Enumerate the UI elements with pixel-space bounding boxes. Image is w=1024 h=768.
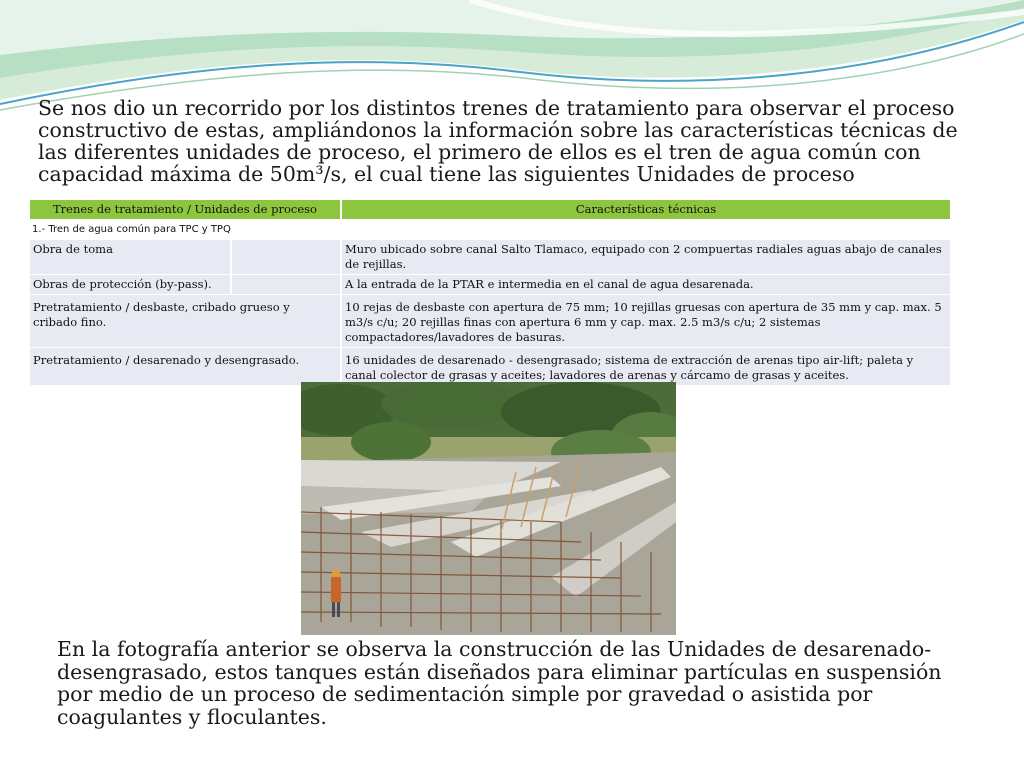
header-units: Trenes de tratamiento / Unidades de proceso [30,200,342,219]
table-header-row [30,200,952,219]
empty-cell [232,239,342,274]
table-row [30,274,952,294]
spec-cell: 10 rejas de desbaste con apertura de 75 mm; 10 rejillas gruesas con apertura de 35 mm y cap. max. 5 m3/s c/u; 20 rejillas finas con apertura 6 mm y cap. max. 2.5 m3/s c/u; 2 sistemas compactadores/lavadores de basuras. [342,294,952,347]
intro-paragraph: Se nos dio un recorrido por los distintos trenes de tratamiento para observar el proceso constructivo de estas, ampliándonos la información sobre las características técnicas de las diferentes unidades de proceso, el primero de ellos es el tren de agua común con capacidad máxima de 50m³/s, el cual tiene las siguientes Unidades de proceso [38,96,958,186]
section-title: 1.- Tren de agua común para TPC y TPQ [30,219,952,239]
empty-cell [232,274,342,294]
unit-cell: Obras de protección (by-pass). [30,274,232,294]
construction-photo [301,382,676,635]
spec-cell: 16 unidades de desarenado - desengrasado; sistema de extracción de arenas tipo air-lift; paleta y canal colector de grasas y aceites; lavadores de arenas y cárcamo de grasas y aceites. [342,347,952,385]
section-row [30,219,952,239]
unit-cell: Pretratamiento / desarenado y desengrasado. [30,347,342,385]
unit-cell: Obra de toma [30,239,232,274]
table-row [30,239,952,274]
table-row [30,294,952,347]
spec-cell: A la entrada de la PTAR e intermedia en el canal de agua desarenada. [342,274,952,294]
photo-caption: En la fotografía anterior se observa la construcción de las Unidades de desarenado-desengrasado, estos tanques están diseñados para eliminar partículas en suspensión por medio de un proceso de sedimentación simple por gravedad o asistida por coagulantes y floculantes. [57,637,942,729]
process-units-table [30,200,952,385]
table-row [30,347,952,385]
unit-cell: Pretratamiento / desbaste, cribado grueso y cribado fino. [30,294,342,347]
spec-cell: Muro ubicado sobre canal Salto Tlamaco, equipado con 2 compuertas radiales aguas abajo de canales de rejillas. [342,239,952,274]
header-specs: Características técnicas [342,200,952,219]
